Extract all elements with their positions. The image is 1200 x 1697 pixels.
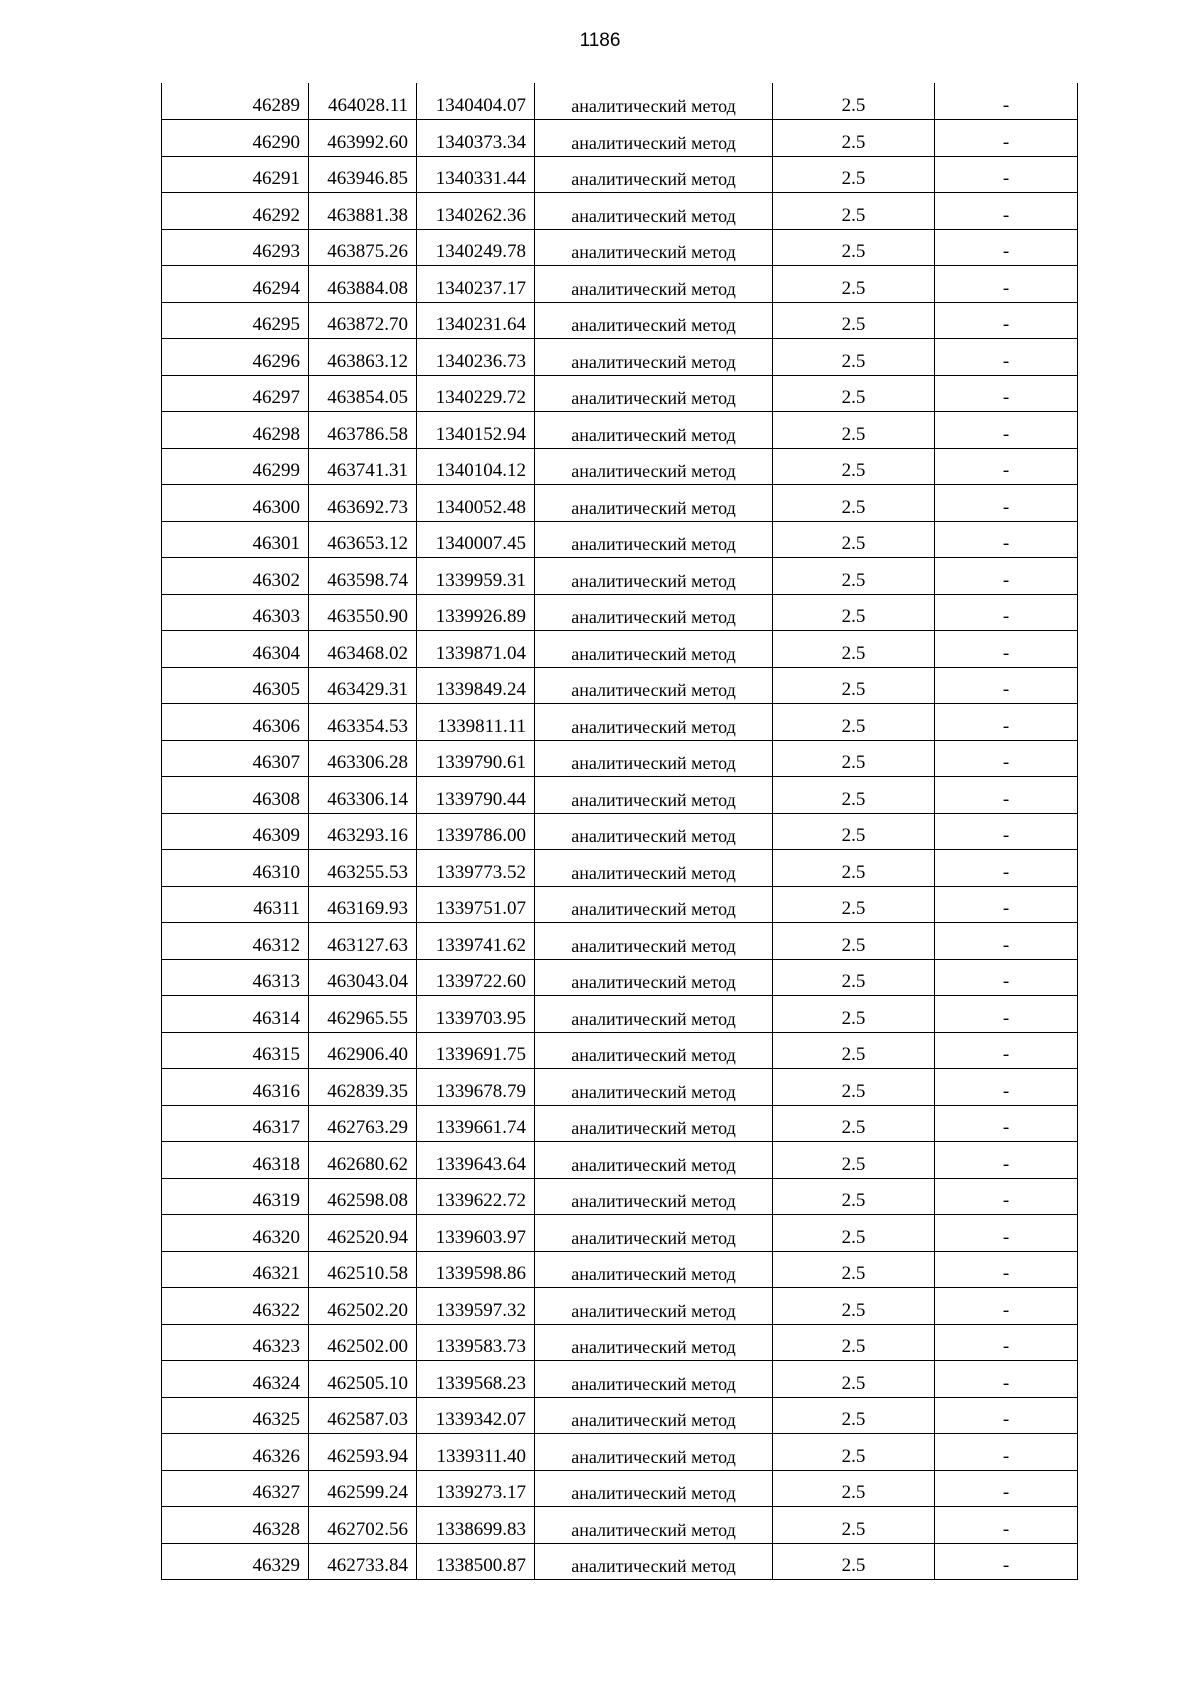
note-cell: -: [935, 740, 1078, 777]
accuracy-cell: 2.5: [773, 1434, 935, 1471]
point-number-cell: 46318: [162, 1142, 309, 1179]
note-cell: -: [935, 1178, 1078, 1215]
y-coordinate-cell: 1339678.79: [417, 1069, 535, 1106]
x-coordinate-cell: 463875.26: [309, 229, 417, 266]
table-row: [162, 996, 1078, 1033]
note-cell: -: [935, 1215, 1078, 1252]
note-cell: -: [935, 156, 1078, 193]
x-coordinate-cell: 462599.24: [309, 1470, 417, 1507]
table-row: [162, 704, 1078, 741]
x-coordinate-cell: 463946.85: [309, 156, 417, 193]
x-coordinate-cell: 462763.29: [309, 1105, 417, 1142]
method-cell: аналитический метод: [535, 886, 773, 923]
note-cell: -: [935, 996, 1078, 1033]
y-coordinate-cell: 1339741.62: [417, 923, 535, 960]
note-cell: -: [935, 1069, 1078, 1106]
note-cell: -: [935, 886, 1078, 923]
point-number-cell: 46313: [162, 959, 309, 996]
table-row: [162, 667, 1078, 704]
note-cell: -: [935, 412, 1078, 449]
accuracy-cell: 2.5: [773, 521, 935, 558]
method-cell: аналитический метод: [535, 594, 773, 631]
y-coordinate-cell: 1340231.64: [417, 302, 535, 339]
method-cell: аналитический метод: [535, 448, 773, 485]
method-cell: аналитический метод: [535, 120, 773, 157]
y-coordinate-cell: 1339597.32: [417, 1288, 535, 1325]
method-cell: аналитический метод: [535, 923, 773, 960]
table-row: [162, 1215, 1078, 1252]
table-row: [162, 120, 1078, 157]
accuracy-cell: 2.5: [773, 813, 935, 850]
note-cell: -: [935, 631, 1078, 668]
point-number-cell: 46292: [162, 193, 309, 230]
accuracy-cell: 2.5: [773, 412, 935, 449]
point-number-cell: 46302: [162, 558, 309, 595]
note-cell: -: [935, 1142, 1078, 1179]
method-cell: аналитический метод: [535, 704, 773, 741]
method-cell: аналитический метод: [535, 1142, 773, 1179]
y-coordinate-cell: 1339722.60: [417, 959, 535, 996]
table-row: [162, 1543, 1078, 1580]
y-coordinate-cell: 1339703.95: [417, 996, 535, 1033]
accuracy-cell: 2.5: [773, 923, 935, 960]
table-row: [162, 1178, 1078, 1215]
accuracy-cell: 2.5: [773, 83, 935, 120]
note-cell: -: [935, 229, 1078, 266]
x-coordinate-cell: 462733.84: [309, 1543, 417, 1580]
y-coordinate-cell: 1340249.78: [417, 229, 535, 266]
table-row: [162, 412, 1078, 449]
table-row: [162, 1032, 1078, 1069]
accuracy-cell: 2.5: [773, 266, 935, 303]
point-number-cell: 46306: [162, 704, 309, 741]
x-coordinate-cell: 463169.93: [309, 886, 417, 923]
y-coordinate-cell: 1339849.24: [417, 667, 535, 704]
accuracy-cell: 2.5: [773, 1105, 935, 1142]
y-coordinate-cell: 1340373.34: [417, 120, 535, 157]
method-cell: аналитический метод: [535, 1507, 773, 1544]
table-row: [162, 594, 1078, 631]
y-coordinate-cell: 1339773.52: [417, 850, 535, 887]
table-row: [162, 83, 1078, 120]
method-cell: аналитический метод: [535, 1288, 773, 1325]
point-number-cell: 46297: [162, 375, 309, 412]
y-coordinate-cell: 1339603.97: [417, 1215, 535, 1252]
note-cell: -: [935, 521, 1078, 558]
accuracy-cell: 2.5: [773, 1142, 935, 1179]
point-number-cell: 46317: [162, 1105, 309, 1142]
accuracy-cell: 2.5: [773, 1178, 935, 1215]
y-coordinate-cell: 1339926.89: [417, 594, 535, 631]
accuracy-cell: 2.5: [773, 850, 935, 887]
method-cell: аналитический метод: [535, 412, 773, 449]
y-coordinate-cell: 1339643.64: [417, 1142, 535, 1179]
table-row: [162, 229, 1078, 266]
point-number-cell: 46309: [162, 813, 309, 850]
accuracy-cell: 2.5: [773, 1032, 935, 1069]
accuracy-cell: 2.5: [773, 1361, 935, 1398]
y-coordinate-cell: 1339273.17: [417, 1470, 535, 1507]
x-coordinate-cell: 463863.12: [309, 339, 417, 376]
y-coordinate-cell: 1340237.17: [417, 266, 535, 303]
table-row: [162, 193, 1078, 230]
method-cell: аналитический метод: [535, 302, 773, 339]
method-cell: аналитический метод: [535, 1251, 773, 1288]
x-coordinate-cell: 463354.53: [309, 704, 417, 741]
y-coordinate-cell: 1340404.07: [417, 83, 535, 120]
method-cell: аналитический метод: [535, 1361, 773, 1398]
accuracy-cell: 2.5: [773, 704, 935, 741]
point-number-cell: 46314: [162, 996, 309, 1033]
table-row: [162, 485, 1078, 522]
x-coordinate-cell: 462839.35: [309, 1069, 417, 1106]
method-cell: аналитический метод: [535, 375, 773, 412]
y-coordinate-cell: 1338500.87: [417, 1543, 535, 1580]
table-row: [162, 266, 1078, 303]
x-coordinate-cell: 462965.55: [309, 996, 417, 1033]
y-coordinate-cell: 1339751.07: [417, 886, 535, 923]
point-number-cell: 46329: [162, 1543, 309, 1580]
table-row: [162, 521, 1078, 558]
accuracy-cell: 2.5: [773, 1251, 935, 1288]
accuracy-cell: 2.5: [773, 339, 935, 376]
x-coordinate-cell: 463872.70: [309, 302, 417, 339]
y-coordinate-cell: 1339871.04: [417, 631, 535, 668]
method-cell: аналитический метод: [535, 1069, 773, 1106]
accuracy-cell: 2.5: [773, 959, 935, 996]
table-row: [162, 1324, 1078, 1361]
table-row: [162, 1470, 1078, 1507]
x-coordinate-cell: 462702.56: [309, 1507, 417, 1544]
page-number: 1186: [579, 30, 621, 51]
note-cell: -: [935, 448, 1078, 485]
x-coordinate-cell: 463429.31: [309, 667, 417, 704]
x-coordinate-cell: 462502.20: [309, 1288, 417, 1325]
accuracy-cell: 2.5: [773, 667, 935, 704]
accuracy-cell: 2.5: [773, 1507, 935, 1544]
y-coordinate-cell: 1340007.45: [417, 521, 535, 558]
table-row: [162, 1361, 1078, 1398]
table-row: [162, 1507, 1078, 1544]
x-coordinate-cell: 463043.04: [309, 959, 417, 996]
method-cell: аналитический метод: [535, 1032, 773, 1069]
method-cell: аналитический метод: [535, 631, 773, 668]
note-cell: -: [935, 83, 1078, 120]
x-coordinate-cell: 462598.08: [309, 1178, 417, 1215]
table-row: [162, 1288, 1078, 1325]
note-cell: -: [935, 1397, 1078, 1434]
point-number-cell: 46290: [162, 120, 309, 157]
point-number-cell: 46325: [162, 1397, 309, 1434]
table-row: [162, 1142, 1078, 1179]
accuracy-cell: 2.5: [773, 120, 935, 157]
x-coordinate-cell: 463884.08: [309, 266, 417, 303]
point-number-cell: 46308: [162, 777, 309, 814]
table-row: [162, 740, 1078, 777]
y-coordinate-cell: 1339811.11: [417, 704, 535, 741]
table-row: [162, 1251, 1078, 1288]
x-coordinate-cell: 464028.11: [309, 83, 417, 120]
table-row: [162, 156, 1078, 193]
y-coordinate-cell: 1339568.23: [417, 1361, 535, 1398]
table-row: [162, 959, 1078, 996]
coordinates-table: [161, 83, 1078, 1580]
table-row: [162, 448, 1078, 485]
x-coordinate-cell: 462587.03: [309, 1397, 417, 1434]
note-cell: -: [935, 850, 1078, 887]
accuracy-cell: 2.5: [773, 229, 935, 266]
x-coordinate-cell: 462680.62: [309, 1142, 417, 1179]
note-cell: -: [935, 485, 1078, 522]
note-cell: -: [935, 1434, 1078, 1471]
note-cell: -: [935, 1361, 1078, 1398]
method-cell: аналитический метод: [535, 193, 773, 230]
point-number-cell: 46291: [162, 156, 309, 193]
x-coordinate-cell: 463854.05: [309, 375, 417, 412]
accuracy-cell: 2.5: [773, 1470, 935, 1507]
accuracy-cell: 2.5: [773, 156, 935, 193]
x-coordinate-cell: 463692.73: [309, 485, 417, 522]
note-cell: -: [935, 339, 1078, 376]
accuracy-cell: 2.5: [773, 1397, 935, 1434]
point-number-cell: 46326: [162, 1434, 309, 1471]
table-row: [162, 302, 1078, 339]
x-coordinate-cell: 462593.94: [309, 1434, 417, 1471]
method-cell: аналитический метод: [535, 485, 773, 522]
note-cell: -: [935, 667, 1078, 704]
accuracy-cell: 2.5: [773, 375, 935, 412]
accuracy-cell: 2.5: [773, 1069, 935, 1106]
method-cell: аналитический метод: [535, 339, 773, 376]
table-row: [162, 777, 1078, 814]
point-number-cell: 46298: [162, 412, 309, 449]
y-coordinate-cell: 1340236.73: [417, 339, 535, 376]
method-cell: аналитический метод: [535, 83, 773, 120]
x-coordinate-cell: 463598.74: [309, 558, 417, 595]
note-cell: -: [935, 1105, 1078, 1142]
table-row: [162, 375, 1078, 412]
table-row: [162, 1069, 1078, 1106]
accuracy-cell: 2.5: [773, 485, 935, 522]
table-row: [162, 558, 1078, 595]
table-row: [162, 1434, 1078, 1471]
point-number-cell: 46303: [162, 594, 309, 631]
note-cell: -: [935, 120, 1078, 157]
method-cell: аналитический метод: [535, 996, 773, 1033]
x-coordinate-cell: 463255.53: [309, 850, 417, 887]
point-number-cell: 46321: [162, 1251, 309, 1288]
note-cell: -: [935, 193, 1078, 230]
method-cell: аналитический метод: [535, 1215, 773, 1252]
method-cell: аналитический метод: [535, 1178, 773, 1215]
accuracy-cell: 2.5: [773, 558, 935, 595]
accuracy-cell: 2.5: [773, 1543, 935, 1580]
point-number-cell: 46307: [162, 740, 309, 777]
table-row: [162, 923, 1078, 960]
method-cell: аналитический метод: [535, 777, 773, 814]
point-number-cell: 46319: [162, 1178, 309, 1215]
note-cell: -: [935, 704, 1078, 741]
point-number-cell: 46293: [162, 229, 309, 266]
accuracy-cell: 2.5: [773, 631, 935, 668]
x-coordinate-cell: 463306.28: [309, 740, 417, 777]
method-cell: аналитический метод: [535, 959, 773, 996]
y-coordinate-cell: 1339691.75: [417, 1032, 535, 1069]
note-cell: -: [935, 375, 1078, 412]
x-coordinate-cell: 463653.12: [309, 521, 417, 558]
note-cell: -: [935, 813, 1078, 850]
y-coordinate-cell: 1340229.72: [417, 375, 535, 412]
point-number-cell: 46305: [162, 667, 309, 704]
y-coordinate-cell: 1339790.61: [417, 740, 535, 777]
x-coordinate-cell: 462906.40: [309, 1032, 417, 1069]
note-cell: -: [935, 959, 1078, 996]
point-number-cell: 46316: [162, 1069, 309, 1106]
point-number-cell: 46304: [162, 631, 309, 668]
method-cell: аналитический метод: [535, 1105, 773, 1142]
accuracy-cell: 2.5: [773, 777, 935, 814]
x-coordinate-cell: 462502.00: [309, 1324, 417, 1361]
method-cell: аналитический метод: [535, 1324, 773, 1361]
method-cell: аналитический метод: [535, 813, 773, 850]
method-cell: аналитический метод: [535, 850, 773, 887]
note-cell: -: [935, 1251, 1078, 1288]
point-number-cell: 46295: [162, 302, 309, 339]
x-coordinate-cell: 463306.14: [309, 777, 417, 814]
note-cell: -: [935, 1470, 1078, 1507]
point-number-cell: 46289: [162, 83, 309, 120]
point-number-cell: 46323: [162, 1324, 309, 1361]
accuracy-cell: 2.5: [773, 886, 935, 923]
point-number-cell: 46296: [162, 339, 309, 376]
table-body: [162, 83, 1078, 1580]
accuracy-cell: 2.5: [773, 1215, 935, 1252]
method-cell: аналитический метод: [535, 521, 773, 558]
y-coordinate-cell: 1339311.40: [417, 1434, 535, 1471]
y-coordinate-cell: 1340262.36: [417, 193, 535, 230]
y-coordinate-cell: 1339661.74: [417, 1105, 535, 1142]
method-cell: аналитический метод: [535, 1470, 773, 1507]
point-number-cell: 46310: [162, 850, 309, 887]
point-number-cell: 46315: [162, 1032, 309, 1069]
accuracy-cell: 2.5: [773, 1324, 935, 1361]
method-cell: аналитический метод: [535, 156, 773, 193]
y-coordinate-cell: 1340331.44: [417, 156, 535, 193]
note-cell: -: [935, 1288, 1078, 1325]
method-cell: аналитический метод: [535, 740, 773, 777]
accuracy-cell: 2.5: [773, 740, 935, 777]
note-cell: -: [935, 1324, 1078, 1361]
x-coordinate-cell: 462505.10: [309, 1361, 417, 1398]
point-number-cell: 46320: [162, 1215, 309, 1252]
note-cell: -: [935, 1032, 1078, 1069]
note-cell: -: [935, 558, 1078, 595]
x-coordinate-cell: 463992.60: [309, 120, 417, 157]
accuracy-cell: 2.5: [773, 302, 935, 339]
y-coordinate-cell: 1340152.94: [417, 412, 535, 449]
method-cell: аналитический метод: [535, 1543, 773, 1580]
point-number-cell: 46294: [162, 266, 309, 303]
note-cell: -: [935, 302, 1078, 339]
table-row: [162, 1105, 1078, 1142]
method-cell: аналитический метод: [535, 667, 773, 704]
table-row: [162, 850, 1078, 887]
method-cell: аналитический метод: [535, 229, 773, 266]
point-number-cell: 46328: [162, 1507, 309, 1544]
accuracy-cell: 2.5: [773, 1288, 935, 1325]
x-coordinate-cell: 462510.58: [309, 1251, 417, 1288]
table-row: [162, 339, 1078, 376]
y-coordinate-cell: 1339583.73: [417, 1324, 535, 1361]
accuracy-cell: 2.5: [773, 448, 935, 485]
accuracy-cell: 2.5: [773, 594, 935, 631]
y-coordinate-cell: 1339790.44: [417, 777, 535, 814]
y-coordinate-cell: 1339622.72: [417, 1178, 535, 1215]
y-coordinate-cell: 1340052.48: [417, 485, 535, 522]
y-coordinate-cell: 1339786.00: [417, 813, 535, 850]
point-number-cell: 46311: [162, 886, 309, 923]
method-cell: аналитический метод: [535, 1397, 773, 1434]
method-cell: аналитический метод: [535, 1434, 773, 1471]
table-row: [162, 886, 1078, 923]
point-number-cell: 46322: [162, 1288, 309, 1325]
point-number-cell: 46312: [162, 923, 309, 960]
y-coordinate-cell: 1339342.07: [417, 1397, 535, 1434]
method-cell: аналитический метод: [535, 266, 773, 303]
x-coordinate-cell: 463293.16: [309, 813, 417, 850]
point-number-cell: 46301: [162, 521, 309, 558]
method-cell: аналитический метод: [535, 558, 773, 595]
table-row: [162, 813, 1078, 850]
point-number-cell: 46299: [162, 448, 309, 485]
x-coordinate-cell: 463881.38: [309, 193, 417, 230]
note-cell: -: [935, 1543, 1078, 1580]
x-coordinate-cell: 463741.31: [309, 448, 417, 485]
accuracy-cell: 2.5: [773, 996, 935, 1033]
table-row: [162, 1397, 1078, 1434]
table-row: [162, 631, 1078, 668]
y-coordinate-cell: 1340104.12: [417, 448, 535, 485]
note-cell: -: [935, 1507, 1078, 1544]
x-coordinate-cell: 462520.94: [309, 1215, 417, 1252]
y-coordinate-cell: 1339959.31: [417, 558, 535, 595]
y-coordinate-cell: 1338699.83: [417, 1507, 535, 1544]
y-coordinate-cell: 1339598.86: [417, 1251, 535, 1288]
point-number-cell: 46300: [162, 485, 309, 522]
x-coordinate-cell: 463127.63: [309, 923, 417, 960]
note-cell: -: [935, 777, 1078, 814]
x-coordinate-cell: 463468.02: [309, 631, 417, 668]
x-coordinate-cell: 463550.90: [309, 594, 417, 631]
point-number-cell: 46324: [162, 1361, 309, 1398]
note-cell: -: [935, 594, 1078, 631]
point-number-cell: 46327: [162, 1470, 309, 1507]
accuracy-cell: 2.5: [773, 193, 935, 230]
note-cell: -: [935, 923, 1078, 960]
note-cell: -: [935, 266, 1078, 303]
x-coordinate-cell: 463786.58: [309, 412, 417, 449]
